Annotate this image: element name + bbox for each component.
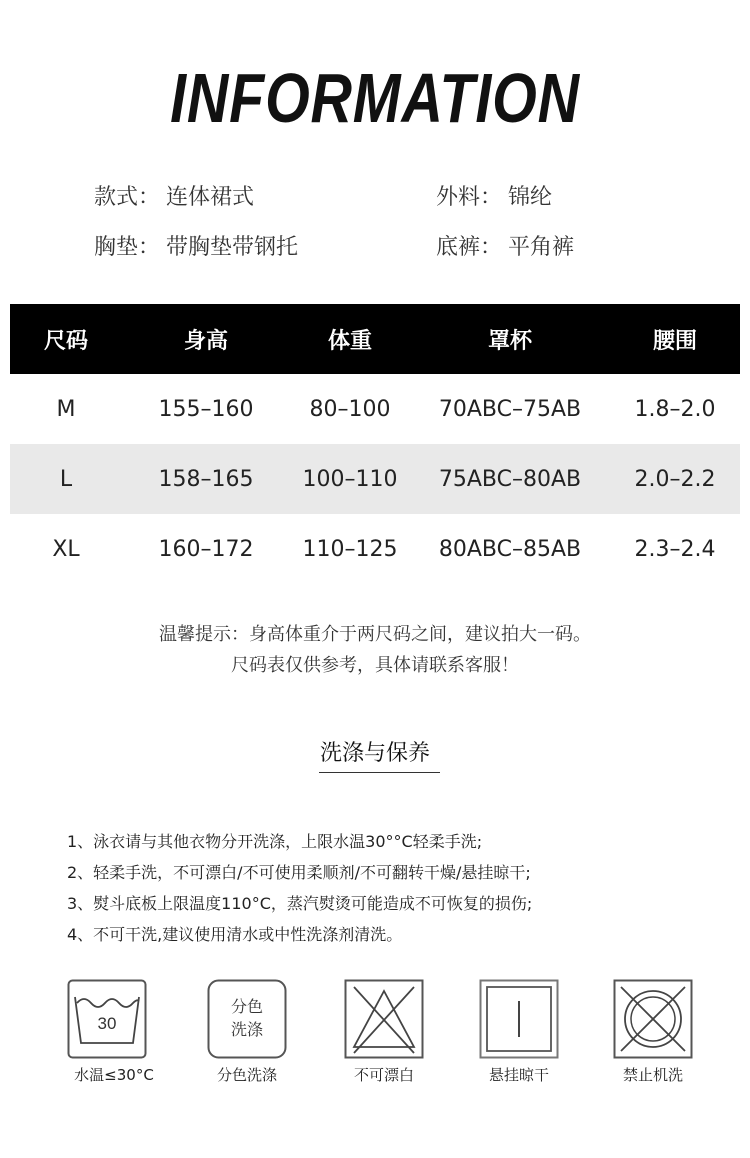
no-machine-wash-icon: [613, 979, 693, 1059]
care-instruction-2: 2、轻柔手洗，不可漂白/不可使用柔顺剂/不可翻转干燥/悬挂晾干;: [67, 863, 531, 882]
cell-cup: 75ABC–80AB: [438, 466, 582, 492]
table-row: [10, 374, 740, 444]
cell-size: L: [59, 466, 73, 492]
cell-height: 160–172: [158, 536, 254, 562]
icon-label-no-bleach: 不可漂白: [353, 1066, 414, 1084]
separate-wash-text-1: 分色: [230, 997, 264, 1016]
care-section-title: 洗涤与保养: [319, 741, 430, 766]
cell-size: XL: [52, 536, 80, 562]
care-title-underline: [319, 772, 440, 773]
table-row: [10, 444, 740, 514]
icon-label-line-dry: 悬挂晾干: [488, 1066, 549, 1084]
spec-bottom-label: 底裤：: [436, 235, 503, 260]
spec-style: [94, 180, 254, 211]
spec-pad-value: 带胸垫带钢托: [166, 235, 299, 260]
cell-cup: 80ABC–85AB: [438, 536, 582, 562]
size-table-header: [10, 304, 740, 374]
spec-outer-value: 锦纶: [508, 185, 553, 210]
header-weight: 体重: [327, 328, 372, 354]
cell-waist: 2.3–2.4: [634, 536, 716, 562]
icon-label-no-machine-wash: 禁止机洗: [622, 1066, 683, 1084]
separate-wash-icon: [207, 979, 287, 1059]
cell-waist: 1.8–2.0: [634, 396, 716, 422]
header-height: 身高: [183, 328, 228, 354]
header-size: 尺码: [43, 328, 88, 354]
size-tip-line-2: 尺码表仅供参考，具体请联系客服！: [231, 655, 519, 676]
line-dry-icon: [479, 979, 559, 1059]
icon-label-wash-temp: 水温≤30°C: [74, 1066, 154, 1084]
spec-style-label: 款式：: [94, 185, 161, 210]
cell-weight: 110–125: [302, 536, 398, 562]
cell-cup: 70ABC–75AB: [438, 396, 582, 422]
care-instruction-1: 1、泳衣请与其他衣物分开洗涤，上限水温30°°C轻柔手洗;: [67, 832, 483, 851]
icon-label-separate-wash: 分色洗涤: [216, 1066, 277, 1084]
table-row: [10, 514, 740, 584]
size-tip-line-1: 温馨提示：身高体重介于两尺码之间，建议拍大一码。: [159, 624, 591, 645]
wash-temp-text: 30: [97, 1014, 117, 1033]
page-title: INFORMATION: [170, 59, 580, 137]
spec-bottom: [436, 230, 574, 261]
header-cup: 罩杯: [487, 328, 532, 354]
cell-height: 158–165: [158, 466, 254, 492]
spec-pad: [94, 230, 298, 261]
cell-height: 155–160: [158, 396, 254, 422]
wash-30-icon: [67, 979, 147, 1059]
size-table: [10, 304, 740, 584]
cell-weight: 80–100: [309, 396, 391, 422]
spec-style-value: 连体裙式: [166, 185, 255, 210]
care-instruction-3: 3、熨斗底板上限温度110°C，蒸汽熨烫可能造成不可恢复的损伤;: [67, 894, 533, 913]
spec-bottom-value: 平角裤: [508, 235, 575, 260]
cell-weight: 100–110: [302, 466, 398, 492]
spec-outer-label: 外料：: [436, 185, 503, 210]
spec-pad-label: 胸垫：: [94, 235, 161, 260]
spec-outer: [436, 180, 552, 211]
cell-size: M: [56, 396, 76, 422]
header-waist: 腰围: [652, 328, 697, 354]
no-bleach-icon: [344, 979, 424, 1059]
separate-wash-text-2: 洗涤: [230, 1020, 264, 1039]
care-instruction-4: 4、不可干洗,建议使用清水或中性洗涤剂清洗。: [67, 925, 403, 944]
cell-waist: 2.0–2.2: [634, 466, 716, 492]
